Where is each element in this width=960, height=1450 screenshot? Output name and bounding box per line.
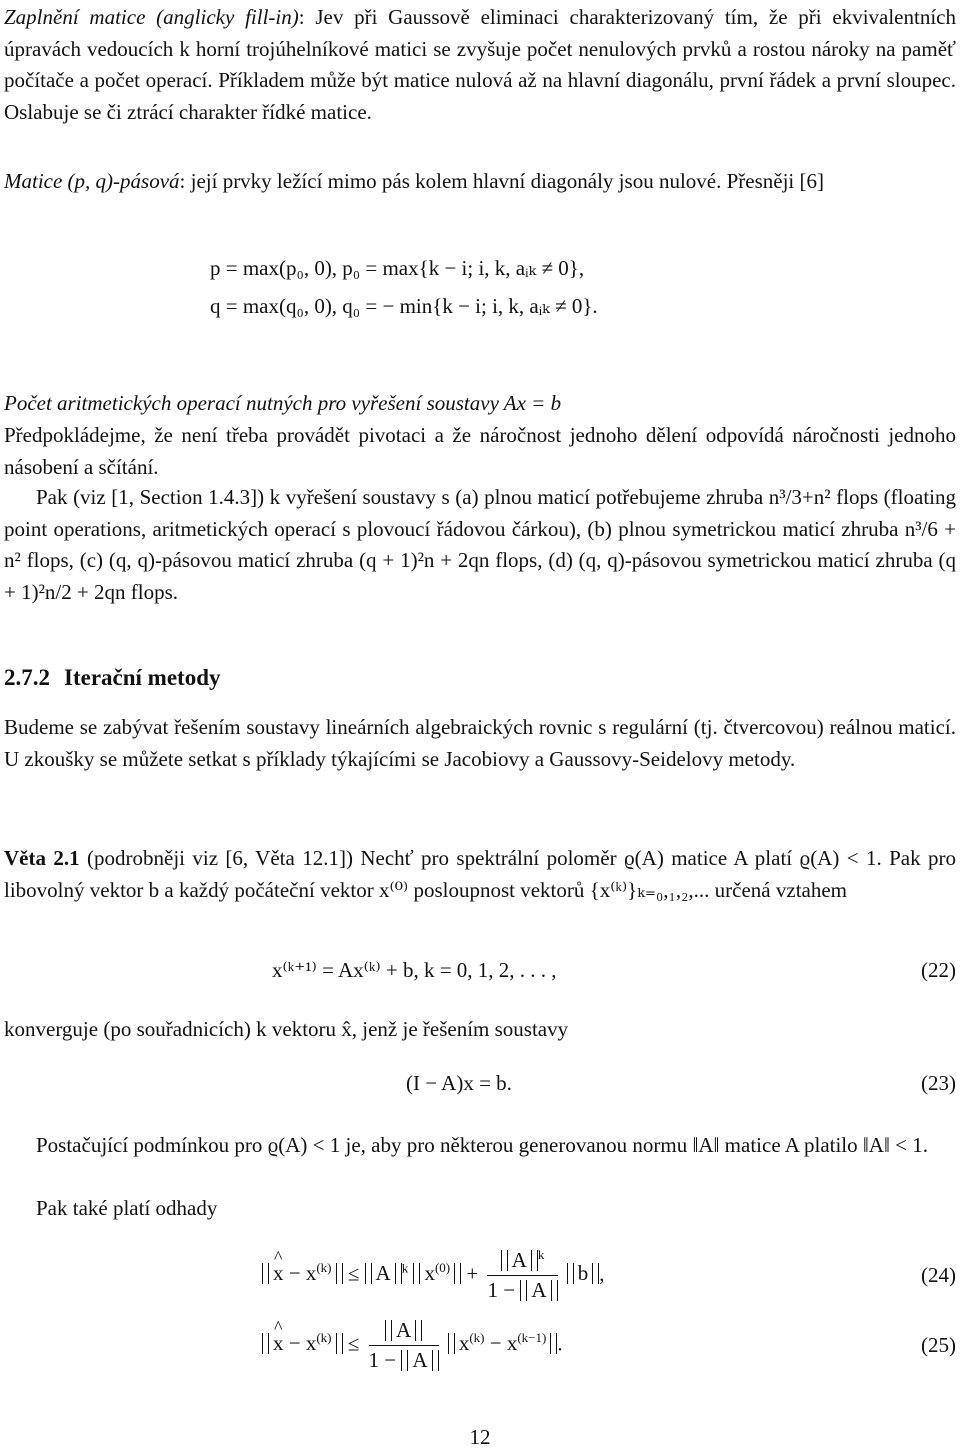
band-paragraph <box>4 166 956 198</box>
theorem-reference: (podrobněji viz [6, Věta 12.1]) <box>87 846 353 870</box>
equation-22: x⁽ᵏ⁺¹⁾ = Ax⁽ᵏ⁾ + b, k = 0, 1, 2, . . . , <box>272 958 557 982</box>
equation-24-number: (24) <box>921 1263 956 1287</box>
equation-23: (I − A)x = b. <box>406 1071 512 1095</box>
theorem-paragraph <box>4 843 956 906</box>
operations-counts: Pak (viz [1, Section 1.4.3]) k vyřešení soustavy s (a) plnou maticí potřebujeme zhruba n³/3+n² flops (floating point operations, aritmetických operací s plovoucí řádovou čárkou), (b) plnou symetrickou maticí zhruba n³/6 + n² flops, (c) (q, q)-pásovou maticí zhruba (q + 1)²n + 2qn flops, (d) (q, q)-pásovou symetrickou maticí zhruba (q + 1)²n/2 + 2qn flops. <box>4 485 956 604</box>
theorem-label: Věta 2.1 <box>4 846 80 870</box>
operations-assumption: Předpokládejme, že není třeba provádět pivotaci a že náročnost jednoho dělení odpovídá náročnosti jednoho násobení a sčítání. <box>4 423 956 479</box>
equation-p: p = max(p₀, 0), p₀ = max{k − i; i, k, aᵢₖ ≠ 0}, <box>210 256 585 280</box>
fillin-text: : Jev při Gaussově eliminaci charakterizovaný tím, že při ekvivalentních úpravách vedoucích k horní trojúhelníkové matici se zvyšuje počet nenulových prvků a rostou nároky na paměť počítače a počet operací. Příkladem může být matice nulová až na hlavní diagonálu, první řádek a první sloupec. Oslabuje se či ztrácí charakter řídké matice. <box>4 5 956 124</box>
equation-22-number: (22) <box>921 958 956 982</box>
section-title: Iterační metody <box>64 665 221 690</box>
theorem-statement: Nechť pro spektrální poloměr ϱ(A) matice A platí ϱ(A) < 1. Pak pro libovolný vektor b a každý počáteční vektor x⁽⁰⁾ posloupnost vektorů {x⁽ᵏ⁾}ₖ₌₀,₁,₂,... určená vztahem <box>4 846 956 902</box>
fillin-paragraph <box>4 2 956 128</box>
estimates-intro: Pak také platí odhady <box>36 1196 218 1220</box>
equation-24: ^ $x - x^{(k)} \le A$ $^k$ $x^{(0)}$ + $\frac{A ^k}{1 - A}$ b , <box>262 1248 605 1303</box>
sufficient-condition: Postačující podmínkou pro ϱ(A) < 1 je, aby pro některou generovanou normu ‖A‖ matice A platilo ‖A‖ < 1. <box>36 1133 928 1157</box>
band-text: : její prvky ležící mimo pás kolem hlavní diagonály jsou nulové. Přesněji [6] <box>179 169 824 193</box>
operations-title: Počet aritmetických operací nutných pro vyřešení soustavy Ax = b <box>4 391 562 415</box>
equation-q: q = max(q₀, 0), q₀ = − min{k − i; i, k, aᵢₖ ≠ 0}. <box>210 294 598 318</box>
band-term: Matice (p, q)-pásová <box>4 169 180 193</box>
page-number: 12 <box>469 1425 491 1449</box>
theorem-convergence: konverguje (po souřadnicích) k vektoru x̂, jenž je řešením soustavy <box>4 1017 569 1041</box>
section-heading <box>4 665 221 691</box>
equation-25-number: (25) <box>921 1333 956 1357</box>
equation-25: ^ $x - x^{(k)}$ ≤ $\frac{A}{1 - A}$ $x^{(k)} - x^{(k-1)}$ . <box>262 1318 563 1373</box>
section-number: 2.7.2 <box>4 665 50 690</box>
fillin-term: Zaplnění matice (anglicky fill-in) <box>4 5 299 29</box>
section-intro: Budeme se zabývat řešením soustavy lineárních algebraických rovnic s regulární (tj. čtvercovou) reálnou maticí. U zkoušky se můžete setkat s příklady týkajícími se Jacobiovy a Gaussovy-Seidelovy metody. <box>4 715 956 771</box>
equation-23-number: (23) <box>921 1071 956 1095</box>
